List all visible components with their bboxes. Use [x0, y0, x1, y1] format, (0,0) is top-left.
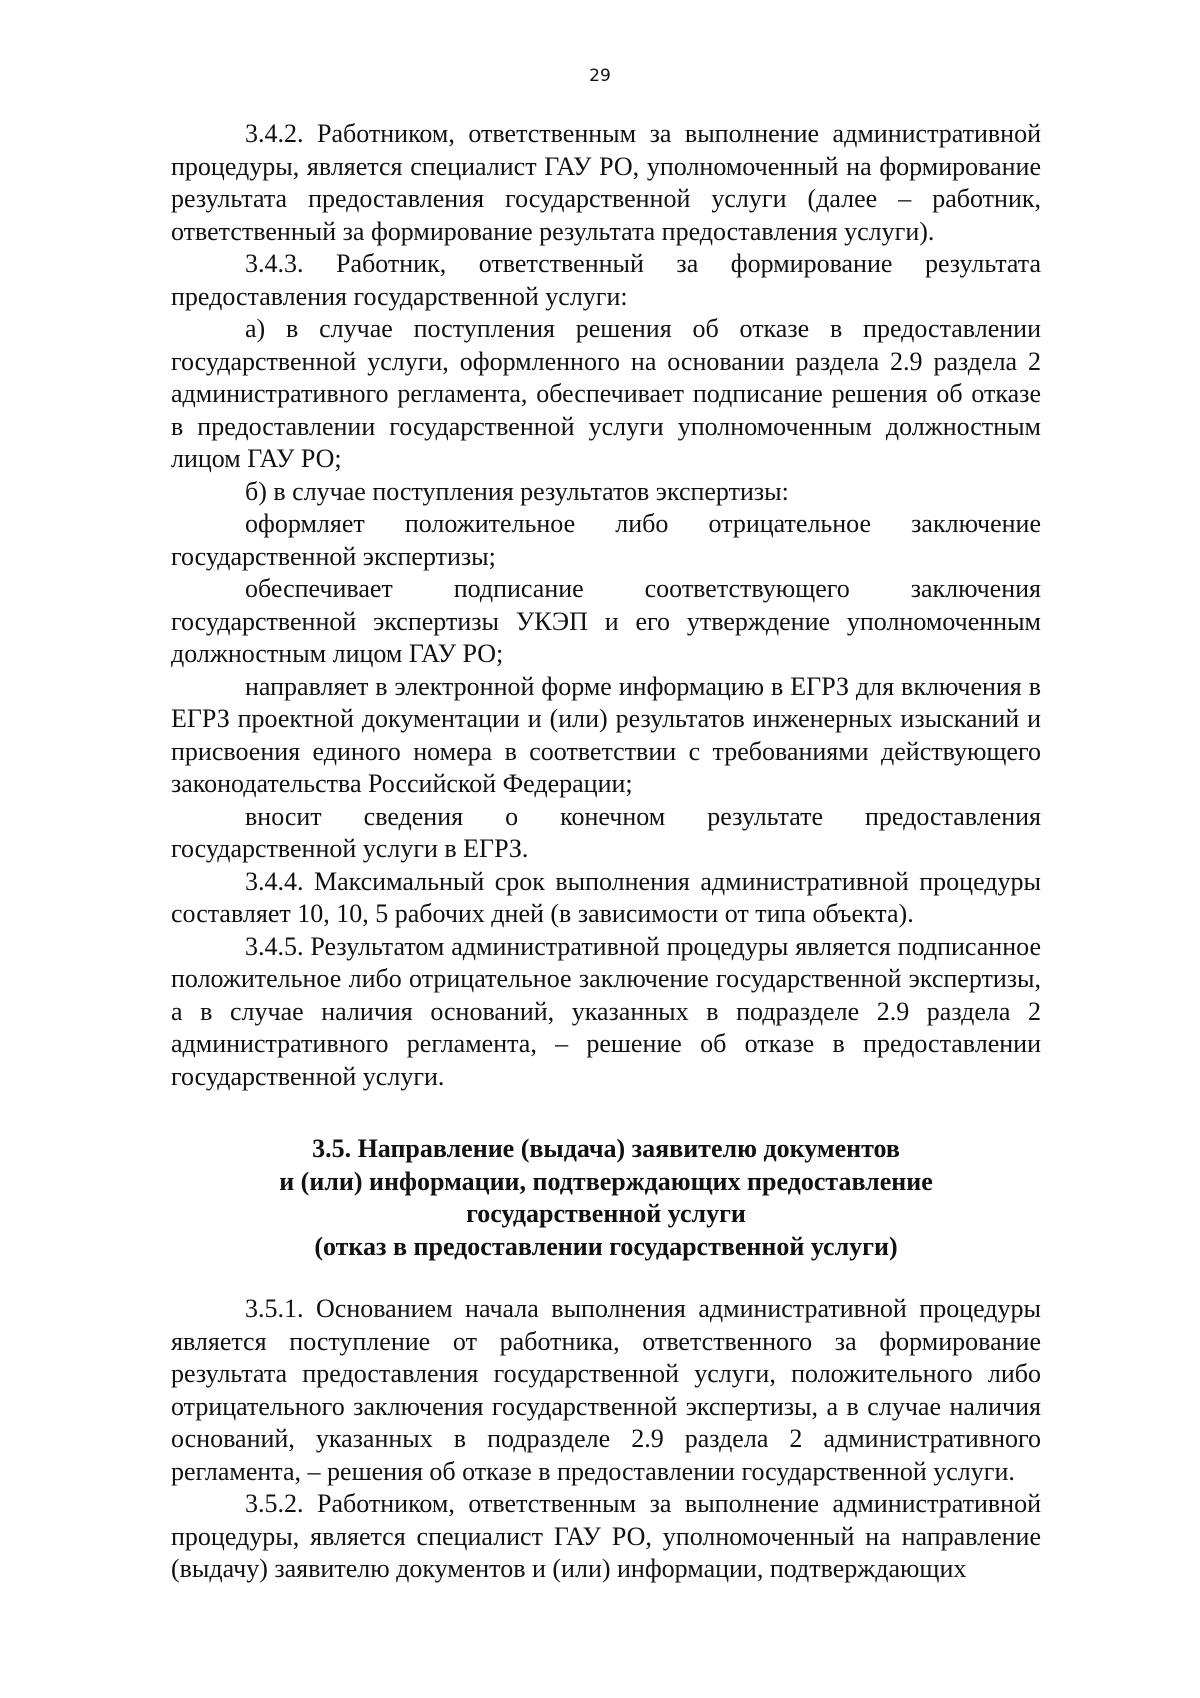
paragraph-formalizes-conclusion: оформляет положительное либо отрицательное заключение государственной экспертизы; [171, 509, 1041, 571]
heading-line-2: и (или) информации, подтверждающих предоставление [279, 1166, 933, 1196]
paragraph-enters-final-result: вносит сведения о конечном результате предоставления государственной услуги в ЕГРЗ. [171, 801, 1041, 863]
heading-line-3: государственной услуги [466, 1199, 746, 1228]
paragraph-item-b: б) в случае поступления результатов экспертизы: [245, 476, 789, 506]
paragraph-3-4-3: 3.4.3. Работник, ответственный за формирование результата предоставления государственной услуги: [171, 249, 1041, 311]
paragraph-ensures-signing: обеспечивает подписание соответствующего заключения государственной экспертизы УКЭП и его утверждение уполномоченным должностным лицом ГАУ РО; [171, 574, 1041, 668]
paragraph-3-4-2: 3.4.2. Работником, ответственным за выполнение административной процедуры, является специалист ГАУ РО, уполномоченный на формирование результата предоставления государственной услуги (далее – работник, ответственный за формирование результата предоставления услуги). [171, 119, 1041, 246]
heading-line-1: 3.5. Направление (выдача) заявителю документов [312, 1134, 900, 1163]
paragraph-3-4-4: 3.4.4. Максимальный срок выполнения административной процедуры составляет 10, 10, 5 рабочих дней (в зависимости от типа объекта). [171, 866, 1041, 928]
paragraph-3-4-5: 3.4.5. Результатом административной процедуры является подписанное положительное либо отрицательное заключение государственной экспертизы, а в случае наличия оснований, указанных в подразделе 2.9 раздела 2 административного регламента, – решение об отказе в предоставлении государственной услуги. [171, 931, 1041, 1091]
paragraph-sends-to-egrz: направляет в электронной форме информацию в ЕГРЗ для включения в ЕГРЗ проектной документации и (или) результатов инженерных изысканий и присвоения единого номера в соответствии с требованиями действующего законодательства Российской Федерации; [171, 671, 1041, 798]
heading-line-4: (отказ в предоставлении государственной услуги) [314, 1231, 898, 1261]
paragraph-3-5-2: 3.5.2. Работником, ответственным за выполнение административной процедуры, является специалист ГАУ РО, уполномоченный на направление (выдачу) заявителю документов и (или) информации, подтверждающих [171, 1489, 1041, 1583]
section-heading-3-5 [171, 1133, 1041, 1263]
document-body [171, 118, 1041, 1586]
page-number: 29 [589, 66, 611, 86]
paragraph-item-a: а) в случае поступления решения об отказе в предоставлении государственной услуги, оформленного на основании раздела 2.9 раздела 2 административного регламента, обеспечивает подписание решения об отказе в предоставлении государственной услуги уполномоченным должностным лицом ГАУ РО; [171, 314, 1041, 473]
paragraph-3-5-1: 3.5.1. Основанием начала выполнения административной процедуры является поступление от работника, ответственного за формирование результата предоставления государственной услуги, положительного либо отрицательного заключения государственной экспертизы, а в случае наличия оснований, указанных в подразделе 2.9 раздела 2 административного регламента, – решения об отказе в предоставлении государственной услуги. [171, 1294, 1041, 1486]
